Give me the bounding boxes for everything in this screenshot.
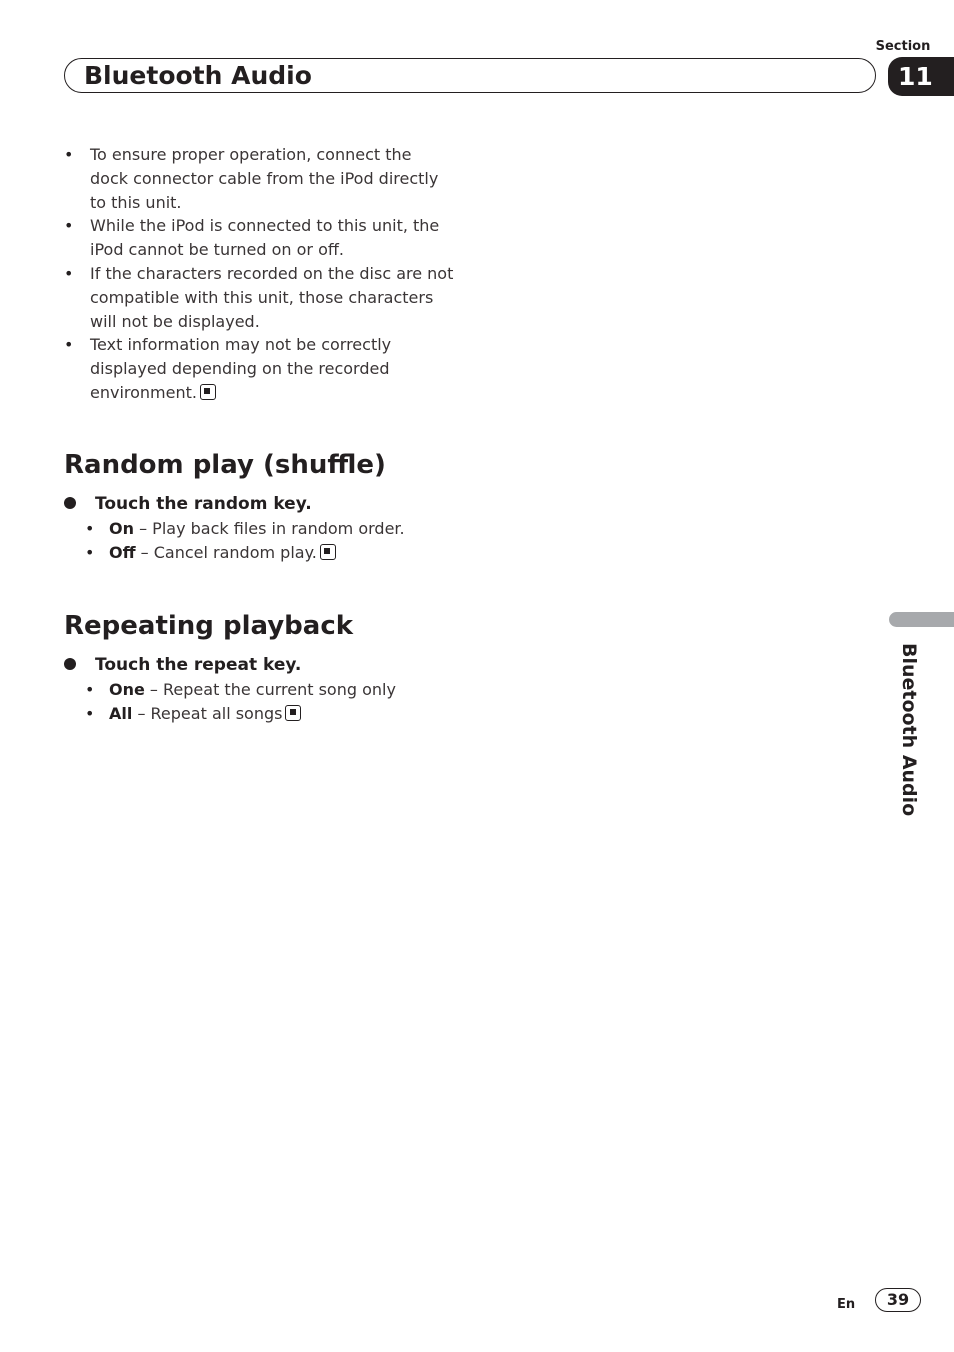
page-number: 39	[875, 1288, 921, 1312]
note-text: Text information may not be correctly displayed depending on the recorded environment.	[90, 335, 392, 402]
stop-square-icon	[200, 384, 216, 400]
filled-circle-icon	[64, 658, 76, 670]
random-play-heading: Random play (shuffle)	[64, 450, 386, 480]
option-desc: – Repeat all songs	[132, 703, 283, 723]
option-item	[85, 541, 405, 565]
section-number-badge: 11	[888, 57, 954, 96]
note-item	[64, 214, 454, 262]
option-item	[85, 678, 396, 702]
repeat-step-text: Touch the repeat key.	[95, 655, 302, 675]
notes-list	[64, 143, 454, 405]
random-step	[64, 494, 312, 514]
option-item	[85, 702, 396, 726]
random-step-text: Touch the random key.	[95, 494, 312, 514]
repeat-step	[64, 655, 301, 675]
option-desc: – Cancel random play.	[135, 542, 317, 562]
note-item	[64, 262, 454, 333]
filled-circle-icon	[64, 497, 76, 509]
note-item	[64, 143, 454, 214]
side-tab-marker	[889, 612, 954, 627]
option-term: On	[109, 519, 134, 538]
stop-square-icon	[285, 705, 301, 721]
random-options	[85, 517, 405, 565]
option-term: Off	[109, 542, 136, 562]
note-text: While the iPod is connected to this unit, the iPod cannot be turned on or off.	[90, 216, 440, 260]
option-desc: – Play back files in random order.	[134, 519, 405, 538]
section-label: Section	[875, 39, 931, 54]
repeat-options	[85, 678, 396, 726]
option-item	[85, 517, 405, 541]
language-label: En	[837, 1297, 856, 1312]
option-term: One	[109, 680, 145, 699]
chapter-title: Bluetooth Audio	[84, 61, 312, 90]
option-term: All	[109, 703, 133, 723]
side-tab-label: Bluetooth Audio	[898, 643, 920, 817]
option-desc: – Repeat the current song only	[144, 680, 396, 699]
repeating-playback-heading: Repeating playback	[64, 611, 354, 641]
note-item	[64, 333, 454, 404]
stop-square-icon	[320, 544, 336, 560]
note-text: To ensure proper operation, connect the dock connector cable from the iPod directly to this unit.	[90, 145, 439, 212]
note-text: If the characters recorded on the disc are not compatible with this unit, those characters will not be displayed.	[90, 263, 454, 331]
